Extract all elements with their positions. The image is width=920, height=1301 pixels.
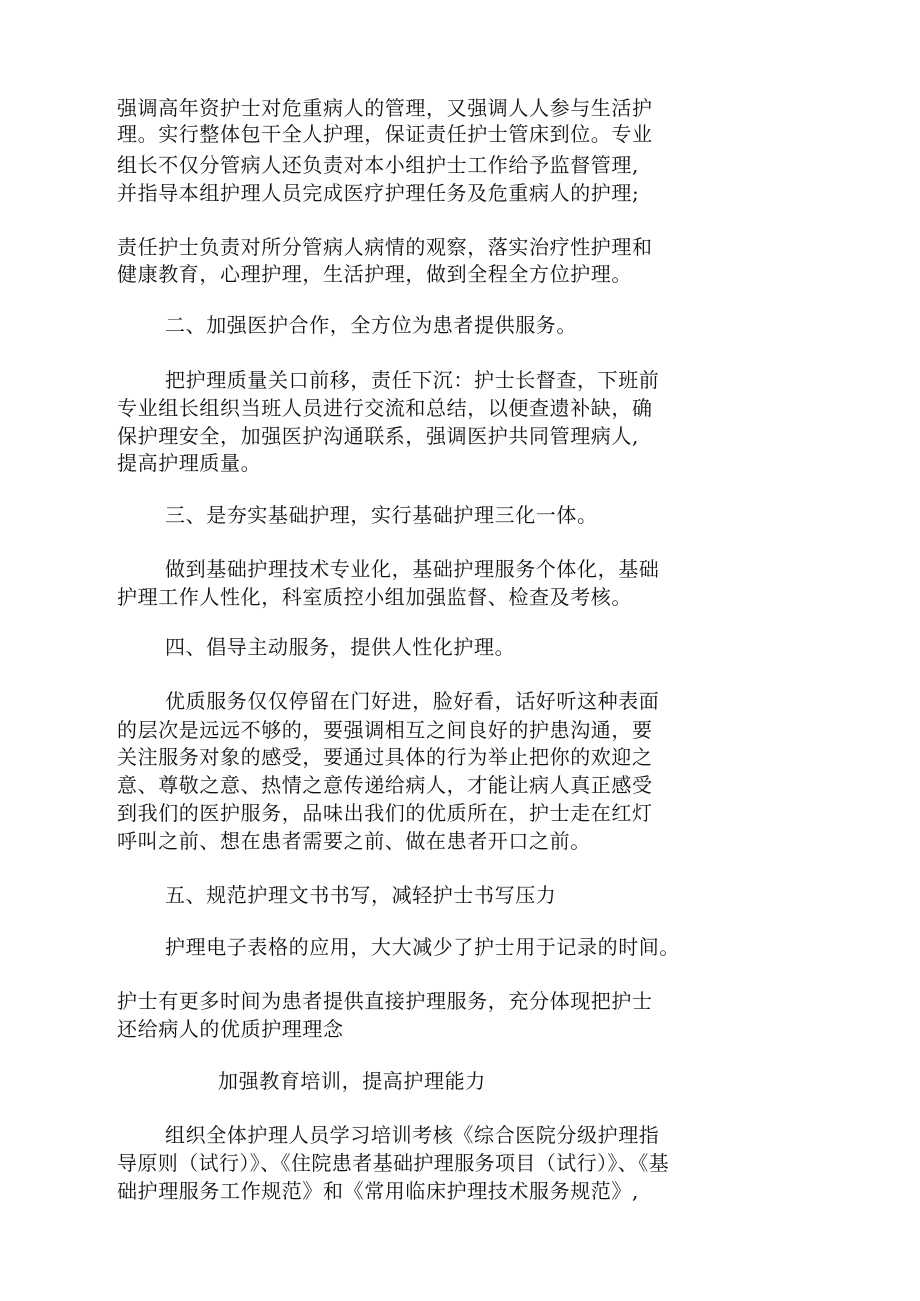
text-line: 责任护士负责对所分管病人病情的观察，落实治疗性护理和	[117, 235, 653, 259]
text-line: 的层次是远远不够的，要强调相互之间良好的护患沟通，要	[117, 718, 653, 742]
text-line: 关注服务对象的感受，要通过具体的行为举止把你的欢迎之	[117, 745, 653, 769]
text-line: 理。实行整体包干全人护理，保证责任护士管床到位。专业	[117, 122, 653, 146]
section-heading: 四、倡导主动服务，提供人性化护理。	[165, 635, 516, 659]
text-line: 础护理服务工作规范》和《常用临床护理技术服务规范》,	[117, 1179, 639, 1203]
text-line: 并指导本组护理人员完成医疗护理任务及危重病人的护理;	[117, 181, 640, 205]
section-heading: 五、规范护理文书书写，减轻护士书写压力	[165, 883, 557, 907]
section-heading: 三、是夯实基础护理，实行基础护理三化一体。	[165, 503, 598, 527]
text-line: 把护理质量关口前移，责任下沉：护士长督查，下班前	[165, 368, 660, 392]
text-line: 健康教育，心理护理，生活护理，做到全程全方位护理。	[117, 262, 632, 286]
text-line: 还给病人的优质护理理念	[117, 1017, 344, 1041]
text-line: 提高护理质量。	[117, 451, 262, 475]
text-line: 导原则（试行）》、《住院患者基础护理服务项目（试行）》、《基	[117, 1151, 669, 1175]
section-heading: 加强教育培训，提高护理能力	[218, 1069, 486, 1093]
text-line: 保护理安全，加强医护沟通联系，强调医护共同管理病人,	[117, 424, 639, 448]
text-line: 专业组长组织当班人员进行交流和总结，以便查遗补缺，确	[117, 396, 653, 420]
text-line: 优质服务仅仅停留在门好进，脸好看，话好听这种表面	[165, 689, 660, 713]
section-heading: 二、加强医护合作，全方位为患者提供服务。	[165, 313, 577, 337]
text-line: 护士有更多时间为患者提供直接护理服务，充分体现把护士	[117, 989, 653, 1013]
text-line: 组长不仅分管病人还负责对本小组护士工作给予监督管理,	[117, 153, 639, 177]
text-line: 护理工作人性化，科室质控小组加强监督、检查及考核。	[117, 585, 632, 609]
text-line: 强调高年资护士对危重病人的管理，又强调人人参与生活护	[117, 96, 653, 120]
text-line: 组织全体护理人员学习培训考核《综合医院分级护理指	[165, 1123, 660, 1147]
text-line: 呼叫之前、想在患者需要之前、做在患者开口之前。	[117, 829, 591, 853]
text-line: 护理电子表格的应用，大大减少了护士用于记录的时间。	[165, 935, 680, 959]
text-line: 到我们的医护服务，品味出我们的优质所在，护士走在红灯	[117, 801, 653, 825]
text-line: 做到基础护理技术专业化，基础护理服务个体化，基础	[165, 557, 660, 581]
text-line: 意、尊敬之意、热情之意传递给病人，才能让病人真正感受	[117, 773, 653, 797]
